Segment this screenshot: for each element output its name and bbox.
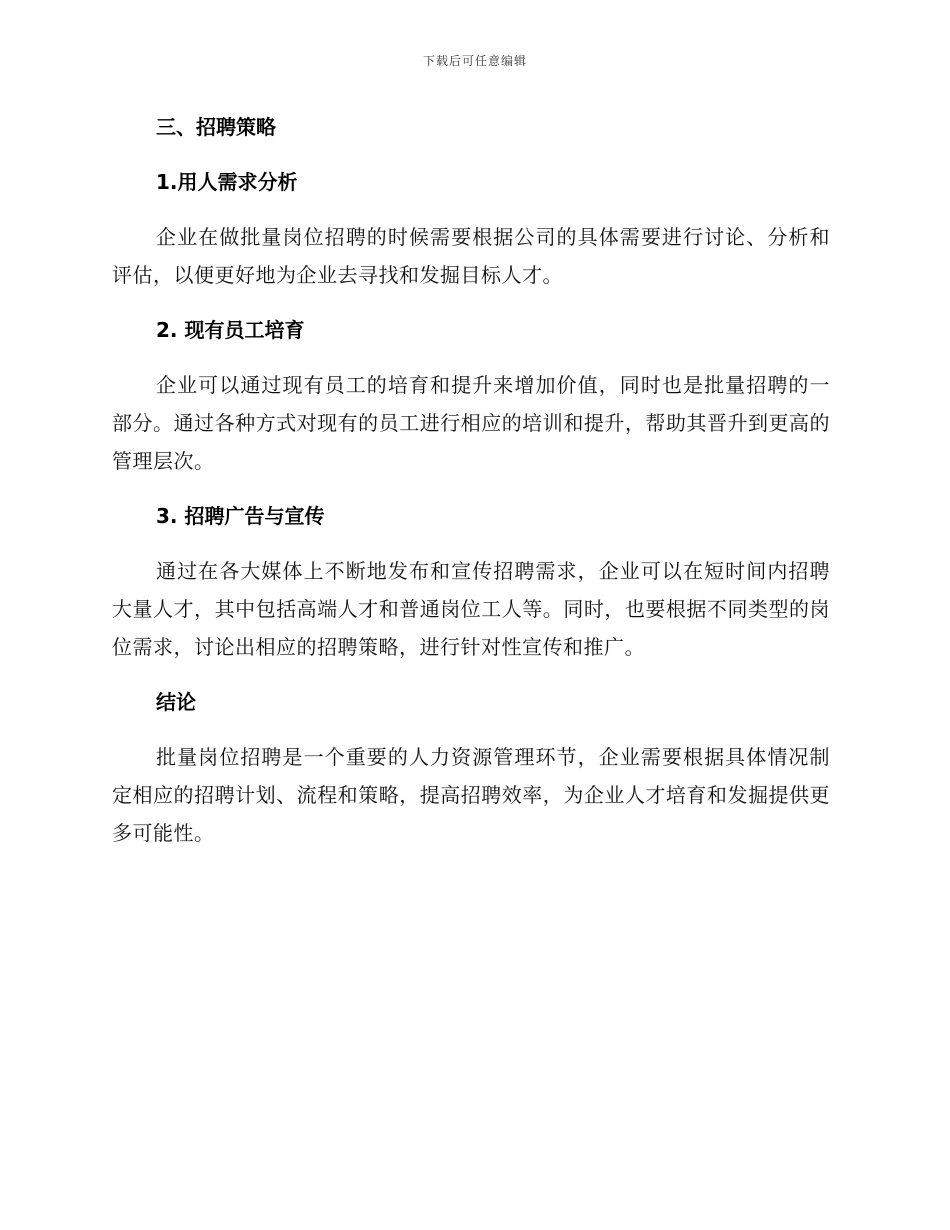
subheading-demand-analysis: 1.用人需求分析: [156, 170, 298, 194]
page-header: 下载后可任意编辑: [422, 54, 527, 68]
paragraph-advertising: 通过在各大媒体上不断地发布和宣传招聘需求，企业可以在短时间内招聘大量人才，其中包括高端人才和普通岗位工人等。同时，也要根据不同类型的岗位需求，讨论出相应的招聘策略，进行针对性宣传和推广。: [112, 559, 830, 659]
subheading-advertising: 3. 招聘广告与宣传: [156, 504, 325, 528]
document-body: [112, 108, 830, 852]
paragraph-employee-development: 企业可以通过现有员工的培育和提升来增加价值，同时也是批量招聘的一部分。通过各种方式对现有的员工进行相应的培训和提升，帮助其晋升到更高的管理层次。: [112, 373, 830, 473]
subheading-conclusion: 结论: [156, 690, 196, 714]
section-heading-strategy: 三、招聘策略: [156, 115, 276, 139]
subheading-employee-development: 2. 现有员工培育: [156, 318, 305, 342]
paragraph-demand-analysis: 企业在做批量岗位招聘的时候需要根据公司的具体需要进行讨论、分析和评估，以便更好地为企业去寻找和发掘目标人才。: [112, 225, 830, 287]
paragraph-conclusion: 批量岗位招聘是一个重要的人力资源管理环节，企业需要根据具体情况制定相应的招聘计划、流程和策略，提高招聘效率，为企业人才培育和发掘提供更多可能性。: [112, 745, 830, 845]
